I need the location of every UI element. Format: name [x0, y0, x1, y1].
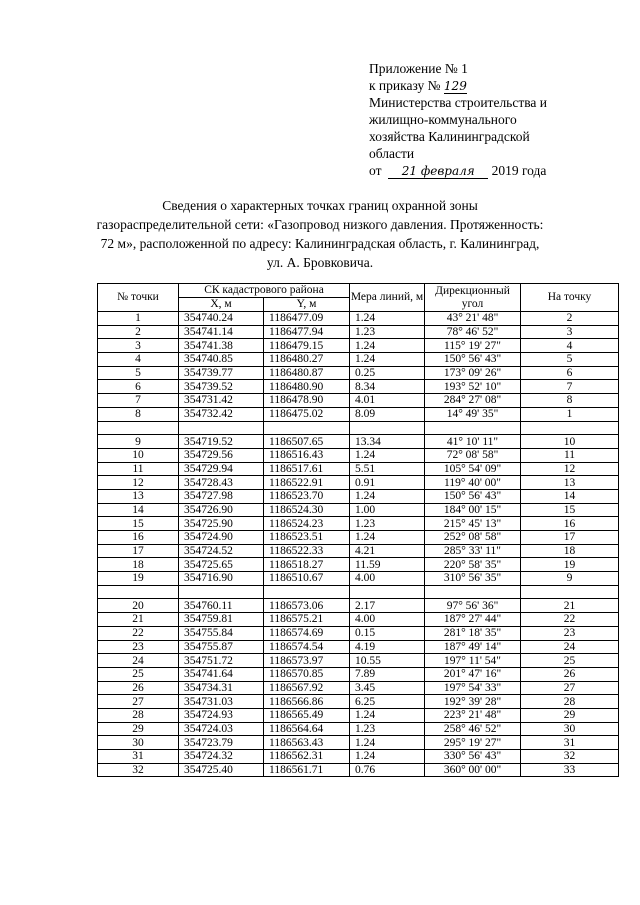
table-row [98, 489, 619, 503]
cell-y: 1186563.43 [264, 736, 350, 750]
cell-angle: 215° 45' 13" [425, 517, 521, 531]
cell-measure: 0.15 [350, 626, 425, 640]
cell-point: 14 [98, 503, 179, 517]
cell-x: 354741.14 [179, 325, 264, 339]
cell-x: 354751.72 [179, 654, 264, 668]
cell-to-point [521, 421, 619, 435]
cell-x: 354726.90 [179, 503, 264, 517]
header-to-point: На точку [521, 284, 619, 312]
cell-point: 31 [98, 750, 179, 764]
cell-y: 1186524.30 [264, 503, 350, 517]
cell-angle: 105° 54' 09" [425, 462, 521, 476]
cell-y: 1186510.67 [264, 572, 350, 586]
cell-y: 1186507.65 [264, 435, 350, 449]
cell-measure: 11.59 [350, 558, 425, 572]
table-row [98, 544, 619, 558]
table-row [98, 626, 619, 640]
cell-y: 1186477.94 [264, 325, 350, 339]
cell-to-point: 12 [521, 462, 619, 476]
cell-x: 354759.81 [179, 613, 264, 627]
cell-measure: 8.34 [350, 380, 425, 394]
cell-angle: 14° 49' 35" [425, 407, 521, 421]
cell-angle: 201° 47' 16" [425, 667, 521, 681]
cell-x: 354724.52 [179, 544, 264, 558]
cell-to-point: 22 [521, 613, 619, 627]
cell-to-point: 2 [521, 312, 619, 326]
cell-measure: 1.23 [350, 325, 425, 339]
cell-angle: 197° 11' 54" [425, 654, 521, 668]
cell-y: 1186479.15 [264, 339, 350, 353]
cell-to-point: 17 [521, 531, 619, 545]
cell-measure: 0.76 [350, 763, 425, 777]
cell-to-point: 15 [521, 503, 619, 517]
coordinates-table [97, 283, 619, 777]
cell-measure: 1.24 [350, 708, 425, 722]
cell-measure: 1.24 [350, 448, 425, 462]
table-row [98, 613, 619, 627]
cell-x: 354724.03 [179, 722, 264, 736]
cell-measure: 2.17 [350, 599, 425, 613]
header-sk: СК кадастрового района [179, 284, 350, 298]
table-row [98, 503, 619, 517]
cell-point: 23 [98, 640, 179, 654]
cell-to-point: 1 [521, 407, 619, 421]
cell-y: 1186480.27 [264, 353, 350, 367]
cell-measure: 1.24 [350, 353, 425, 367]
date-prefix: от [369, 163, 382, 178]
cell-angle: 258° 46' 52" [425, 722, 521, 736]
cell-to-point: 31 [521, 736, 619, 750]
cell-measure: 4.01 [350, 394, 425, 408]
cell-measure: 0.91 [350, 476, 425, 490]
cell-angle: 192° 39' 28" [425, 695, 521, 709]
table-row [98, 407, 619, 421]
ministry-line-4: области [369, 146, 415, 161]
cell-point: 21 [98, 613, 179, 627]
cell-point: 15 [98, 517, 179, 531]
order-prefix: к приказу № [369, 78, 441, 93]
cell-angle: 252° 08' 58" [425, 531, 521, 545]
cell-to-point: 11 [521, 448, 619, 462]
cell-x: 354724.32 [179, 750, 264, 764]
cell-angle: 330° 56' 43" [425, 750, 521, 764]
cell-x: 354755.84 [179, 626, 264, 640]
cell-x: 354740.24 [179, 312, 264, 326]
cell-measure: 1.23 [350, 517, 425, 531]
table-row [98, 394, 619, 408]
cell-angle: 197° 54' 33" [425, 681, 521, 695]
document-title [70, 196, 570, 272]
cell-x: 354723.79 [179, 736, 264, 750]
cell-measure: 4.19 [350, 640, 425, 654]
table-row [98, 312, 619, 326]
cell-x: 354729.56 [179, 448, 264, 462]
cell-to-point: 30 [521, 722, 619, 736]
cell-y: 1186565.49 [264, 708, 350, 722]
cell-x: 354740.85 [179, 353, 264, 367]
cell-point: 12 [98, 476, 179, 490]
date-handwritten: 21 февраля [388, 165, 488, 179]
cell-x: 354728.43 [179, 476, 264, 490]
cell-point: 19 [98, 572, 179, 586]
cell-y: 1186480.87 [264, 366, 350, 380]
cell-measure: 1.24 [350, 531, 425, 545]
cell-x: 354725.90 [179, 517, 264, 531]
table-row [98, 517, 619, 531]
cell-point: 24 [98, 654, 179, 668]
cell-to-point: 19 [521, 558, 619, 572]
cell-point: 3 [98, 339, 179, 353]
cell-angle: 119° 40' 00" [425, 476, 521, 490]
cell-y: 1186573.06 [264, 599, 350, 613]
cell-point: 27 [98, 695, 179, 709]
date-suffix: 2019 года [491, 163, 547, 178]
cell-to-point: 27 [521, 681, 619, 695]
cell-point: 26 [98, 681, 179, 695]
cell-point: 7 [98, 394, 179, 408]
cell-point: 25 [98, 667, 179, 681]
cell-x: 354741.64 [179, 667, 264, 681]
cell-to-point: 9 [521, 572, 619, 586]
order-line [369, 77, 599, 94]
table-row [98, 654, 619, 668]
cell-measure: 1.00 [350, 503, 425, 517]
cell-measure: 4.21 [350, 544, 425, 558]
cell-x: 354724.90 [179, 531, 264, 545]
cell-y: 1186574.69 [264, 626, 350, 640]
cell-to-point: 25 [521, 654, 619, 668]
cell-x: 354729.94 [179, 462, 264, 476]
cell-point: 8 [98, 407, 179, 421]
cell-angle: 281° 18' 35" [425, 626, 521, 640]
table-row [98, 708, 619, 722]
table-row [98, 599, 619, 613]
cell-y: 1186477.09 [264, 312, 350, 326]
header-point-number: № точки [98, 284, 179, 312]
cell-angle: 360° 00' 00" [425, 763, 521, 777]
cell-angle: 78° 46' 52" [425, 325, 521, 339]
table-row [98, 585, 619, 599]
cell-measure [350, 585, 425, 599]
cell-y: 1186564.64 [264, 722, 350, 736]
header-angle: Дирекционный угол [425, 284, 521, 312]
cell-y: 1186567.92 [264, 681, 350, 695]
cell-angle: 284° 27' 08" [425, 394, 521, 408]
cell-angle: 97° 56' 36" [425, 599, 521, 613]
cell-x [179, 585, 264, 599]
cell-x: 354739.77 [179, 366, 264, 380]
cell-x [179, 421, 264, 435]
cell-x: 354724.93 [179, 708, 264, 722]
cell-y: 1186524.23 [264, 517, 350, 531]
cell-measure: 10.55 [350, 654, 425, 668]
table-row [98, 763, 619, 777]
cell-measure: 4.00 [350, 572, 425, 586]
cell-angle: 72° 08' 58" [425, 448, 521, 462]
cell-point: 5 [98, 366, 179, 380]
cell-y: 1186518.27 [264, 558, 350, 572]
cell-to-point: 14 [521, 489, 619, 503]
cell-angle: 115° 19' 27" [425, 339, 521, 353]
cell-point: 22 [98, 626, 179, 640]
cell-measure: 5.51 [350, 462, 425, 476]
cell-x: 354755.87 [179, 640, 264, 654]
table-row [98, 325, 619, 339]
cell-y: 1186561.71 [264, 763, 350, 777]
cell-point: 20 [98, 599, 179, 613]
cell-angle: 173° 09' 26" [425, 366, 521, 380]
cell-angle [425, 585, 521, 599]
cell-y: 1186573.97 [264, 654, 350, 668]
cell-to-point: 33 [521, 763, 619, 777]
table-row [98, 462, 619, 476]
table-row [98, 339, 619, 353]
table-row [98, 366, 619, 380]
cell-y: 1186475.02 [264, 407, 350, 421]
table-row [98, 353, 619, 367]
cell-measure: 8.09 [350, 407, 425, 421]
cell-y: 1186522.33 [264, 544, 350, 558]
cell-point: 10 [98, 448, 179, 462]
cell-point: 28 [98, 708, 179, 722]
title-line-3: 72 м», расположенной по адресу: Калининградская область, г. Калининград, [100, 236, 540, 251]
table-body [98, 312, 619, 777]
table-row [98, 736, 619, 750]
header-y: Y, м [264, 298, 350, 312]
cell-x: 354734.31 [179, 681, 264, 695]
cell-point [98, 585, 179, 599]
table-row [98, 380, 619, 394]
cell-x: 354719.52 [179, 435, 264, 449]
date-line [369, 162, 599, 179]
cell-angle: 43° 21' 48" [425, 312, 521, 326]
cell-x: 354725.40 [179, 763, 264, 777]
cell-to-point: 3 [521, 325, 619, 339]
table-row [98, 558, 619, 572]
cell-x: 354739.52 [179, 380, 264, 394]
table-row [98, 531, 619, 545]
cell-point: 29 [98, 722, 179, 736]
cell-angle: 150° 56' 43" [425, 489, 521, 503]
ministry-line-1: Министерства строительства и [369, 95, 548, 110]
cell-y: 1186523.70 [264, 489, 350, 503]
table-row [98, 640, 619, 654]
cell-y: 1186523.51 [264, 531, 350, 545]
cell-to-point: 21 [521, 599, 619, 613]
cell-angle: 193° 52' 10" [425, 380, 521, 394]
cell-y: 1186478.90 [264, 394, 350, 408]
cell-to-point: 28 [521, 695, 619, 709]
cell-point: 1 [98, 312, 179, 326]
table-row [98, 448, 619, 462]
cell-measure: 1.24 [350, 736, 425, 750]
cell-point: 17 [98, 544, 179, 558]
cell-y: 1186570.85 [264, 667, 350, 681]
cell-x: 354731.03 [179, 695, 264, 709]
cell-to-point: 10 [521, 435, 619, 449]
cell-to-point: 8 [521, 394, 619, 408]
cell-measure: 7.89 [350, 667, 425, 681]
cell-point: 32 [98, 763, 179, 777]
table-row [98, 572, 619, 586]
title-line-2: газораспределительной сети: «Газопровод низкого давления. Протяженность: [96, 217, 544, 232]
cell-y [264, 421, 350, 435]
cell-y: 1186522.91 [264, 476, 350, 490]
table-row [98, 750, 619, 764]
cell-y: 1186574.54 [264, 640, 350, 654]
table-row [98, 722, 619, 736]
cell-y: 1186566.86 [264, 695, 350, 709]
cell-x: 354727.98 [179, 489, 264, 503]
cell-to-point: 23 [521, 626, 619, 640]
header-x: X, м [179, 298, 264, 312]
cell-measure: 0.25 [350, 366, 425, 380]
cell-to-point: 7 [521, 380, 619, 394]
cell-angle: 187° 27' 44" [425, 613, 521, 627]
table-row [98, 667, 619, 681]
title-line-1: Сведения о характерных точках границ охранной зоны [162, 198, 478, 213]
order-number-handwritten: 129 [443, 79, 467, 93]
cell-x: 354741.38 [179, 339, 264, 353]
cell-point: 4 [98, 353, 179, 367]
cell-angle: 310° 56' 35" [425, 572, 521, 586]
cell-measure: 13.34 [350, 435, 425, 449]
cell-angle: 150° 56' 43" [425, 353, 521, 367]
cell-point [98, 421, 179, 435]
cell-to-point: 29 [521, 708, 619, 722]
table-row [98, 681, 619, 695]
cell-to-point: 26 [521, 667, 619, 681]
cell-y: 1186516.43 [264, 448, 350, 462]
cell-y: 1186517.61 [264, 462, 350, 476]
cell-to-point: 16 [521, 517, 619, 531]
appendix-header [369, 60, 599, 179]
cell-measure: 1.24 [350, 750, 425, 764]
cell-angle: 285° 33' 11" [425, 544, 521, 558]
cell-angle: 220° 58' 35" [425, 558, 521, 572]
cell-x: 354732.42 [179, 407, 264, 421]
cell-point: 2 [98, 325, 179, 339]
cell-x: 354731.42 [179, 394, 264, 408]
table-row [98, 476, 619, 490]
cell-to-point: 4 [521, 339, 619, 353]
cell-y [264, 585, 350, 599]
cell-angle: 184° 00' 15" [425, 503, 521, 517]
cell-point: 13 [98, 489, 179, 503]
cell-to-point: 24 [521, 640, 619, 654]
cell-to-point: 6 [521, 366, 619, 380]
cell-measure [350, 421, 425, 435]
cell-angle: 187° 49' 14" [425, 640, 521, 654]
cell-x: 354716.90 [179, 572, 264, 586]
cell-point: 16 [98, 531, 179, 545]
cell-angle: 223° 21' 48" [425, 708, 521, 722]
cell-point: 18 [98, 558, 179, 572]
cell-point: 30 [98, 736, 179, 750]
cell-y: 1186480.90 [264, 380, 350, 394]
ministry-line-3: хозяйства Калининградской [369, 129, 530, 144]
table-row [98, 695, 619, 709]
cell-angle [425, 421, 521, 435]
cell-point: 11 [98, 462, 179, 476]
cell-measure: 3.45 [350, 681, 425, 695]
table-row [98, 435, 619, 449]
cell-angle: 295° 19' 27" [425, 736, 521, 750]
cell-measure: 1.24 [350, 339, 425, 353]
cell-y: 1186562.31 [264, 750, 350, 764]
cell-angle: 41° 10' 11" [425, 435, 521, 449]
cell-measure: 6.25 [350, 695, 425, 709]
title-line-4: ул. А. Бровковича. [266, 255, 374, 270]
cell-measure: 1.24 [350, 312, 425, 326]
header-measure: Мера линий, м [350, 284, 425, 312]
cell-measure: 4.00 [350, 613, 425, 627]
table-row [98, 421, 619, 435]
cell-measure: 1.23 [350, 722, 425, 736]
cell-measure: 1.24 [350, 489, 425, 503]
cell-to-point [521, 585, 619, 599]
cell-x: 354725.65 [179, 558, 264, 572]
appendix-label: Приложение № 1 [369, 61, 468, 76]
cell-point: 6 [98, 380, 179, 394]
cell-x: 354760.11 [179, 599, 264, 613]
cell-y: 1186575.21 [264, 613, 350, 627]
cell-point: 9 [98, 435, 179, 449]
cell-to-point: 13 [521, 476, 619, 490]
cell-to-point: 5 [521, 353, 619, 367]
ministry-line-2: жилищно-коммунального [369, 112, 517, 127]
cell-to-point: 18 [521, 544, 619, 558]
cell-to-point: 32 [521, 750, 619, 764]
